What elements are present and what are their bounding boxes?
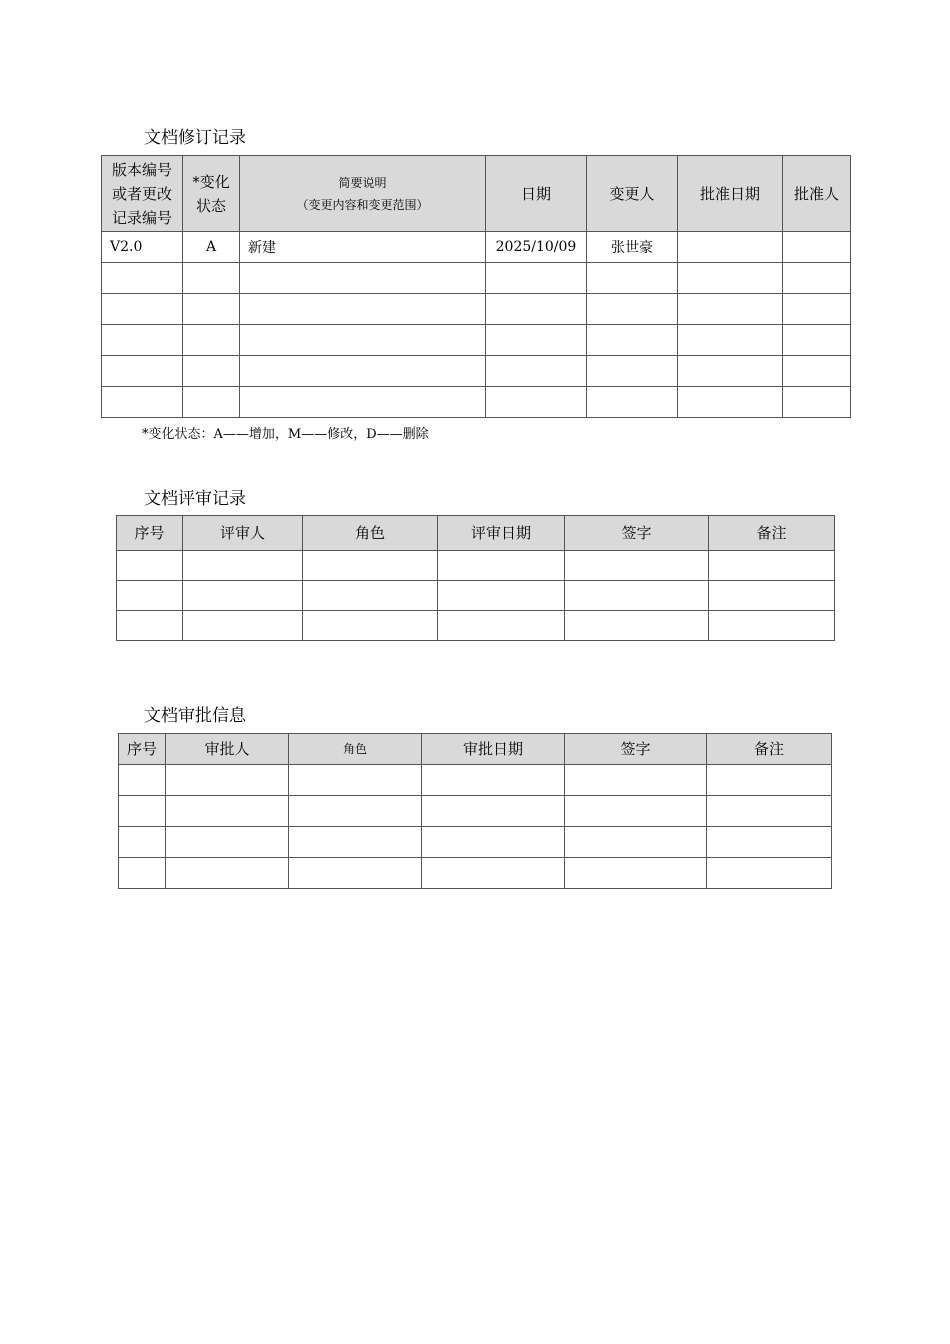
- table-cell[interactable]: [240, 294, 486, 325]
- table-cell[interactable]: [183, 325, 240, 356]
- table-cell[interactable]: [565, 858, 707, 889]
- table-cell[interactable]: [183, 387, 240, 418]
- table-cell[interactable]: [486, 263, 587, 294]
- table-cell[interactable]: [678, 325, 783, 356]
- approval-table: [118, 733, 832, 889]
- review-header-row: [117, 516, 835, 551]
- revision-section-title: 文档修订记录: [144, 128, 246, 148]
- table-cell[interactable]: [183, 551, 303, 581]
- table-row: [102, 356, 851, 387]
- column-header: 角色: [303, 516, 438, 551]
- column-header: 角色: [289, 734, 422, 765]
- table-cell[interactable]: [102, 325, 183, 356]
- column-header: 评审日期: [438, 516, 565, 551]
- table-cell[interactable]: [587, 356, 678, 387]
- column-header: 签字: [565, 734, 707, 765]
- table-cell[interactable]: [783, 325, 851, 356]
- table-cell[interactable]: [438, 551, 565, 581]
- table-row: [119, 796, 832, 827]
- col-header-version: 版本编号 或者更改 记录编号: [102, 156, 183, 232]
- table-row: [119, 765, 832, 796]
- table-cell[interactable]: [783, 263, 851, 294]
- col-header-changer: 变更人: [587, 156, 678, 232]
- table-cell[interactable]: [240, 263, 486, 294]
- table-cell[interactable]: [240, 356, 486, 387]
- table-cell[interactable]: [303, 551, 438, 581]
- table-cell[interactable]: [117, 611, 183, 641]
- table-cell[interactable]: [565, 581, 709, 611]
- table-cell[interactable]: [119, 858, 166, 889]
- table-cell[interactable]: [117, 551, 183, 581]
- table-cell[interactable]: [102, 356, 183, 387]
- table-cell[interactable]: [289, 858, 422, 889]
- table-cell[interactable]: [303, 581, 438, 611]
- column-header: 签字: [565, 516, 709, 551]
- table-cell[interactable]: [102, 294, 183, 325]
- table-cell[interactable]: [183, 611, 303, 641]
- table-cell[interactable]: [166, 796, 289, 827]
- table-cell[interactable]: [289, 796, 422, 827]
- table-cell[interactable]: [587, 263, 678, 294]
- column-header: 审批人: [166, 734, 289, 765]
- table-cell[interactable]: [183, 294, 240, 325]
- table-cell[interactable]: [289, 765, 422, 796]
- table-cell[interactable]: [678, 263, 783, 294]
- table-cell[interactable]: V2.0: [102, 232, 183, 263]
- table-cell[interactable]: 张世豪: [587, 232, 678, 263]
- table-row: [102, 325, 851, 356]
- table-cell[interactable]: 2025/10/09: [486, 232, 587, 263]
- approval-section-title: 文档审批信息: [144, 706, 246, 726]
- column-header: 序号: [117, 516, 183, 551]
- table-row: [102, 387, 851, 418]
- table-cell[interactable]: [119, 796, 166, 827]
- table-cell[interactable]: A: [183, 232, 240, 263]
- table-cell[interactable]: [166, 765, 289, 796]
- table-cell[interactable]: [289, 827, 422, 858]
- table-cell[interactable]: [117, 581, 183, 611]
- table-cell[interactable]: [565, 827, 707, 858]
- table-cell[interactable]: [587, 294, 678, 325]
- table-cell[interactable]: [486, 356, 587, 387]
- table-cell[interactable]: [183, 263, 240, 294]
- table-cell[interactable]: [783, 294, 851, 325]
- table-cell[interactable]: [707, 858, 832, 889]
- table-cell[interactable]: [422, 765, 565, 796]
- table-cell[interactable]: [119, 765, 166, 796]
- table-cell[interactable]: [183, 581, 303, 611]
- table-cell[interactable]: [183, 356, 240, 387]
- col-header-approve-date: 批准日期: [678, 156, 783, 232]
- table-cell[interactable]: [486, 387, 587, 418]
- table-row: [119, 827, 832, 858]
- table-row: [102, 263, 851, 294]
- table-cell[interactable]: [303, 611, 438, 641]
- revision-header-row: [102, 156, 851, 232]
- table-cell[interactable]: [486, 294, 587, 325]
- table-cell[interactable]: [587, 325, 678, 356]
- table-cell[interactable]: [166, 827, 289, 858]
- approval-header-row: [119, 734, 832, 765]
- col-header-approver: 批准人: [783, 156, 851, 232]
- column-header: 序号: [119, 734, 166, 765]
- table-cell[interactable]: [678, 294, 783, 325]
- table-cell[interactable]: [707, 796, 832, 827]
- table-cell[interactable]: [678, 356, 783, 387]
- status-note: *变化状态：A——增加，M——修改，D——删除: [142, 427, 429, 442]
- review-table: [116, 515, 835, 641]
- col-header-description: 简要说明 （变更内容和变更范围）: [240, 156, 486, 232]
- table-row: [102, 294, 851, 325]
- table-cell[interactable]: [707, 827, 832, 858]
- revision-table: [101, 155, 851, 418]
- table-cell[interactable]: [240, 387, 486, 418]
- table-cell[interactable]: [783, 387, 851, 418]
- table-cell[interactable]: [486, 325, 587, 356]
- table-cell[interactable]: [709, 611, 835, 641]
- table-row: [119, 858, 832, 889]
- table-cell[interactable]: [565, 551, 709, 581]
- table-cell[interactable]: [422, 827, 565, 858]
- column-header: 审批日期: [422, 734, 565, 765]
- col-header-status: *变化 状态: [183, 156, 240, 232]
- table-cell[interactable]: [678, 232, 783, 263]
- table-cell[interactable]: 新建: [240, 232, 486, 263]
- table-cell[interactable]: [438, 611, 565, 641]
- table-cell[interactable]: [438, 581, 565, 611]
- table-row: [117, 581, 835, 611]
- table-cell[interactable]: [102, 387, 183, 418]
- table-row: [102, 232, 851, 263]
- table-cell[interactable]: [678, 387, 783, 418]
- table-cell[interactable]: [565, 796, 707, 827]
- table-cell[interactable]: [422, 796, 565, 827]
- table-cell[interactable]: [783, 356, 851, 387]
- table-cell[interactable]: [707, 765, 832, 796]
- table-cell[interactable]: [565, 611, 709, 641]
- table-row: [117, 611, 835, 641]
- table-cell[interactable]: [709, 551, 835, 581]
- table-cell[interactable]: [102, 263, 183, 294]
- column-header: 评审人: [183, 516, 303, 551]
- table-cell[interactable]: [422, 858, 565, 889]
- table-cell[interactable]: [240, 325, 486, 356]
- column-header: 备注: [707, 734, 832, 765]
- review-section-title: 文档评审记录: [144, 489, 246, 509]
- table-cell[interactable]: [783, 232, 851, 263]
- table-cell[interactable]: [587, 387, 678, 418]
- table-cell[interactable]: [166, 858, 289, 889]
- col-header-date: 日期: [486, 156, 587, 232]
- table-cell[interactable]: [565, 765, 707, 796]
- table-cell[interactable]: [709, 581, 835, 611]
- table-row: [117, 551, 835, 581]
- table-cell[interactable]: [119, 827, 166, 858]
- column-header: 备注: [709, 516, 835, 551]
